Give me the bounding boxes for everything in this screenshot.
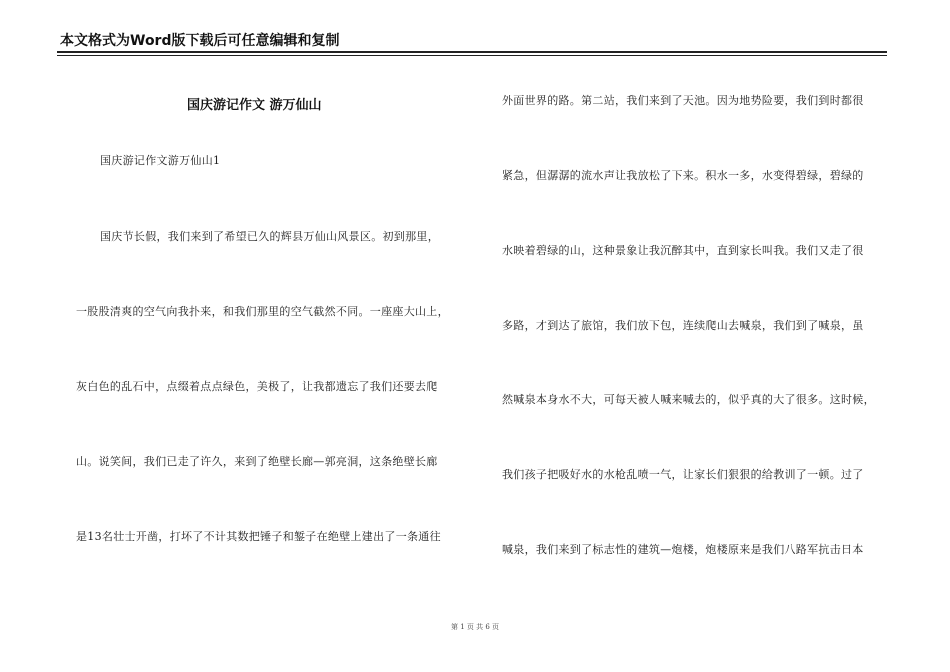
page-footer: 第 1 页 共 6 页 — [450, 623, 500, 631]
body-line: 然喊泉本身水不大，可每天被人喊来喊去的，似乎真的大了很多。这时候， — [502, 393, 875, 406]
body-line: 喊泉，我们来到了标志性的建筑—炮楼，炮楼原来是我们八路军抗击日本 — [502, 543, 864, 556]
word-banner: 本文格式为Word版下载后可任意编辑和复制 — [60, 33, 340, 49]
body-line: 是13名壮士开凿，打坏了不计其数把锤子和錾子在绝壁上建出了一条通往 — [76, 530, 441, 543]
body-line: 山。说笑间，我们已走了许久，来到了绝壁长廊—郭亮洞，这条绝壁长廊 — [76, 455, 438, 468]
header-rule-thick — [57, 51, 887, 53]
header-rule-thin — [57, 55, 887, 56]
body-line: 一股股清爽的空气向我扑来，和我们那里的空气截然不同。一座座大山上， — [76, 305, 449, 318]
subtitle-line: 国庆游记作文游万仙山1 — [100, 154, 221, 167]
body-line: 多路，才到达了旅馆，我们放下包，连续爬山去喊泉，我们到了喊泉，虽 — [502, 319, 864, 332]
body-line: 国庆节长假，我们来到了希望已久的辉县万仙山风景区。初到那里， — [100, 230, 439, 243]
body-line: 外面世界的路。第二站，我们来到了天池。因为地势险要，我们到时都很 — [502, 94, 864, 107]
document-title: 国庆游记作文 游万仙山 — [187, 98, 322, 113]
body-line: 我们孩子把吸好水的水枪乱喷一气，让家长们狠狠的给教训了一顿。过了 — [502, 468, 864, 481]
body-line: 紧急，但潺潺的流水声让我放松了下来。积水一多，水变得碧绿，碧绿的 — [502, 169, 864, 182]
body-line: 灰白色的乱石中，点缀着点点绿色，美极了，让我都遗忘了我们还要去爬 — [76, 380, 438, 393]
body-line: 水映着碧绿的山，这种景象让我沉醉其中，直到家长叫我。我们又走了很 — [502, 244, 864, 257]
